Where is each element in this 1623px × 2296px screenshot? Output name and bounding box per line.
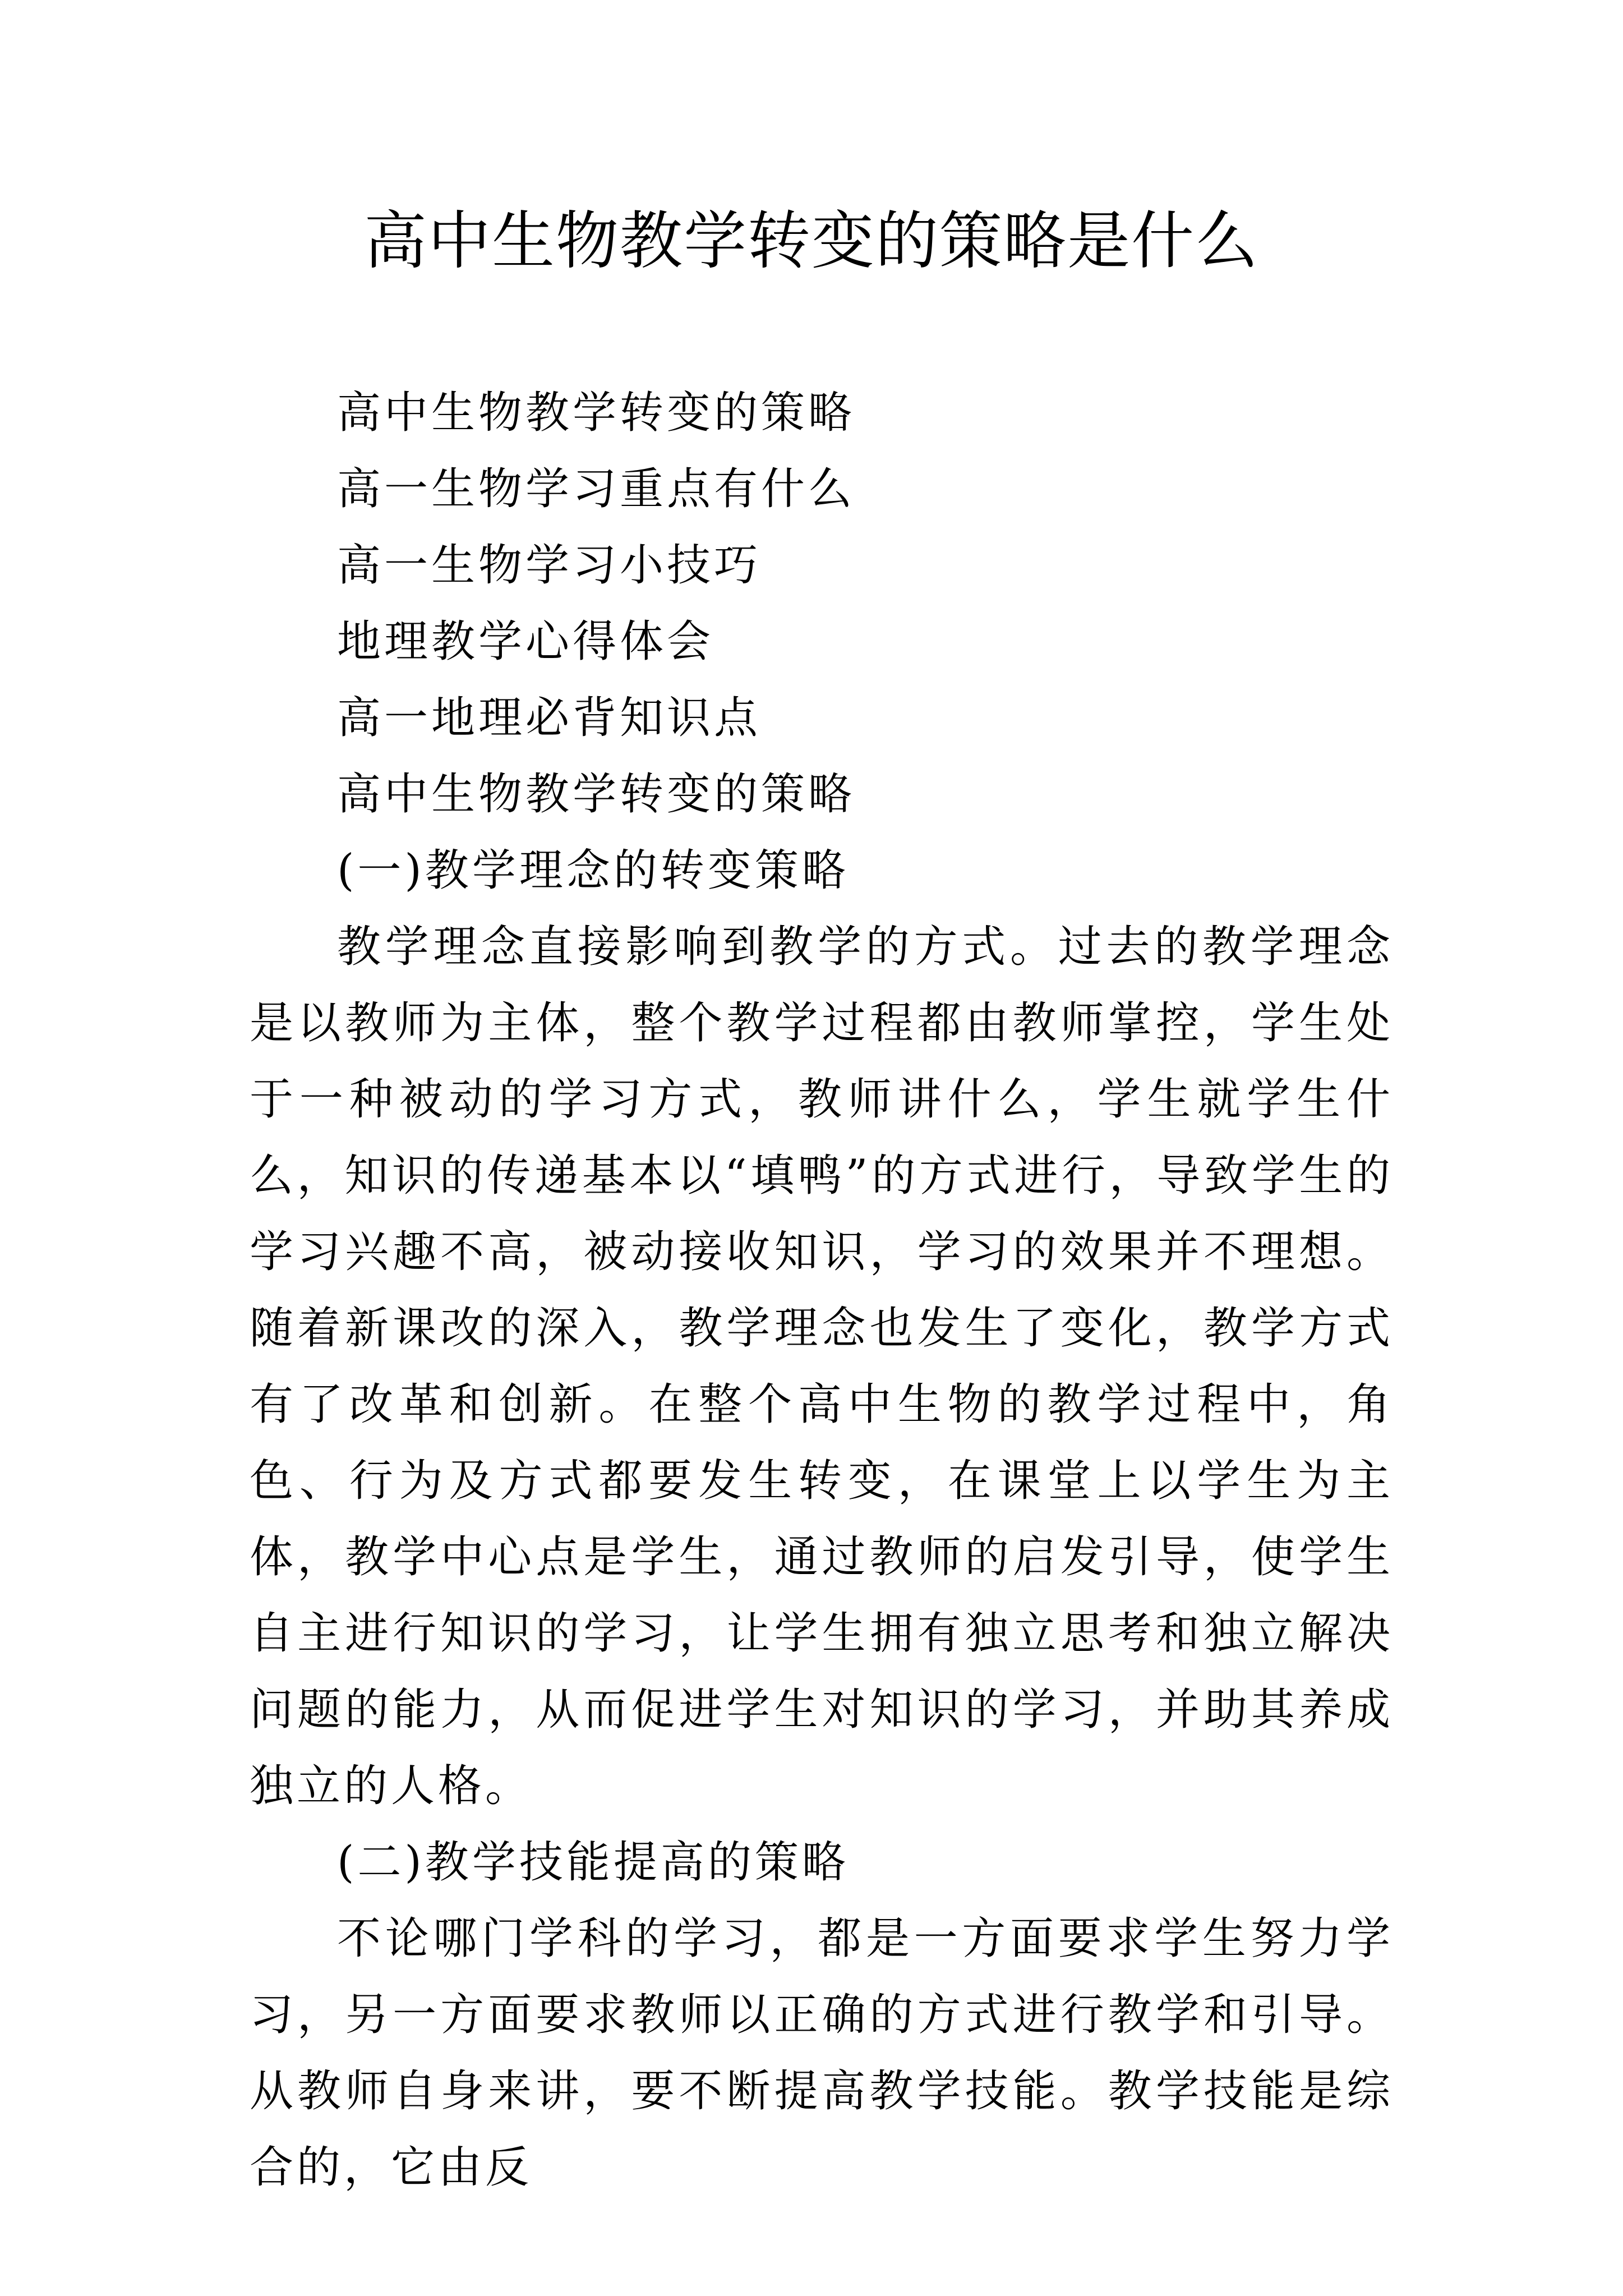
- toc-item: 高一生物学习小技巧: [337, 540, 762, 591]
- body-paragraph: 教学理念直接影响到教学的方式。过去的教学理念是以教师为主体，整个教学过程都由教师掌控，学生处于一种被动的学习方式，教师讲什么，学生就学生什么，知识的传递基本以“填鸭”的方式进行，导致学生的学习兴趣不高，被动接收知识，学习的效果并不理想。随着新课改的深入，教学理念也发生了变化，教学方式有了改革和创新。在整个高中生物的教学过程中，角色、行为及方式都要发生转变，在课堂上以学生为主体，教学中心点是学生，通过教师的启发引导，使学生自主进行知识的学习，让学生拥有独立思考和独立解决问题的能力，从而促进学生对知识的学习，并助其养成独立的人格。: [250, 922, 1394, 1811]
- toc-item: 地理教学心得体会: [337, 616, 714, 667]
- toc-item: 高中生物教学转变的策略: [337, 388, 856, 438]
- subsection-heading: (一)教学理念的转变策略: [337, 845, 849, 896]
- body-paragraph: 不论哪门学科的学习，都是一方面要求学生努力学习，另一方面要求教师以正确的方式进行教学和引导。从教师自身来讲，要不断提高教学技能。教学技能是综合的，它由反: [250, 1913, 1394, 2193]
- toc-item: 高一生物学习重点有什么: [337, 464, 856, 514]
- subsection-heading: (二)教学技能提高的策略: [337, 1837, 849, 1888]
- document-title: 高中生物教学转变的策略是什么: [364, 205, 1259, 278]
- toc-item: 高一地理必背知识点: [337, 693, 762, 743]
- section-title: 高中生物教学转变的策略: [337, 769, 856, 820]
- document-body: [250, 375, 1394, 2206]
